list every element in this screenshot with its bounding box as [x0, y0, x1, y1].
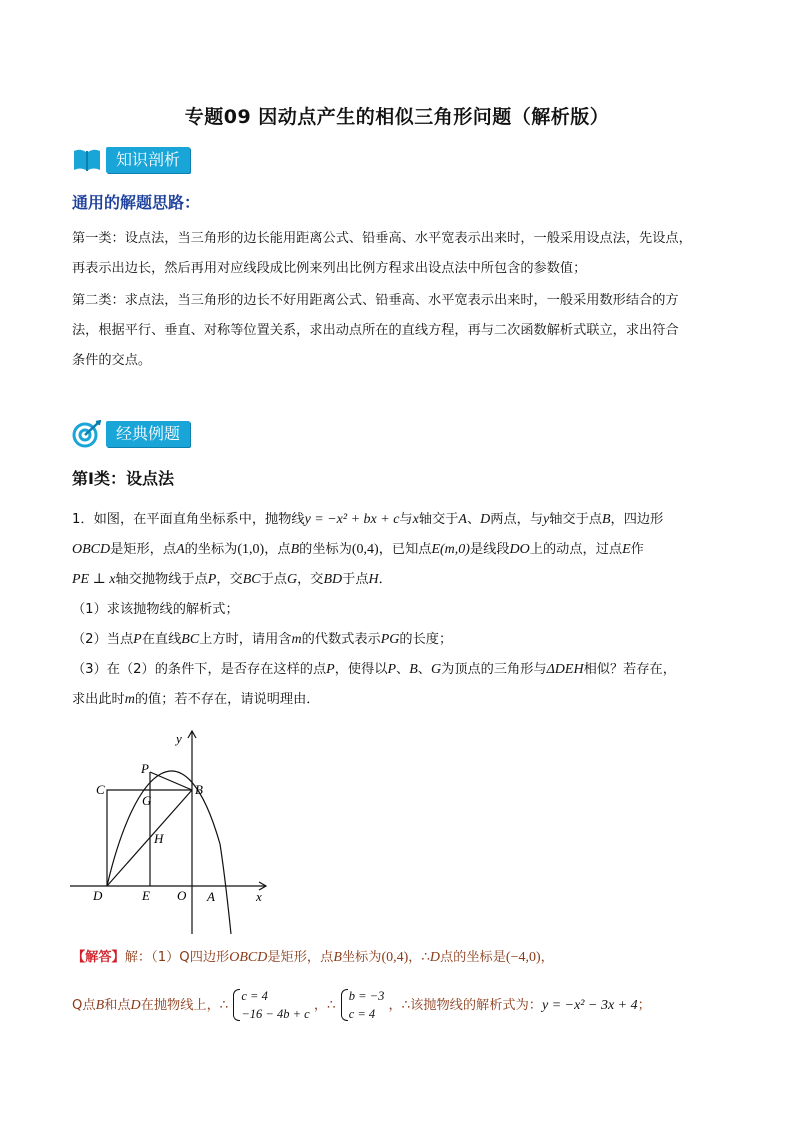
general-approach-heading: 通用的解题思路： — [72, 193, 201, 212]
open-book-icon — [72, 146, 102, 174]
segment-pb — [150, 772, 192, 790]
label-h: H — [154, 831, 164, 846]
page-title: 专题09 因动点产生的相似三角形问题（解析版） — [184, 106, 610, 128]
question-3-continued: 求出此时m的值；若不存在，请说明理由． — [72, 692, 320, 707]
label-o: O — [177, 888, 187, 903]
label-e: E — [142, 888, 150, 903]
method-2-line: 法，根据平行、垂直、对称等位置关系，求出动点所在的直线方程，再与二次函数解析式联立，求出符合 — [72, 323, 679, 338]
method-1-line: 再表示出边长，然后再用对应线段成比例来列出比例方程求出设点法中所包含的参数值； — [72, 261, 587, 276]
parabola-curve — [107, 771, 220, 886]
label-y: y — [176, 731, 182, 746]
label-x: x — [256, 889, 262, 904]
question-1: （1）求该抛物线的解析式； — [72, 602, 239, 617]
target-icon — [72, 420, 102, 448]
solution-line-1: 【解答】解：（1）Q四边形OBCD是矩形，点B坐标为(0,4)，∴D点的坐标是(−4,0)， — [72, 950, 554, 965]
method-2-line: 条件的交点。 — [72, 353, 152, 368]
examples-banner — [72, 420, 190, 448]
examples-banner-label: 经典例题 — [106, 421, 190, 447]
parabola-curve-tail — [220, 844, 231, 934]
parabola-figure — [65, 726, 275, 938]
method-2-paragraph — [72, 286, 728, 376]
label-a: A — [207, 889, 215, 904]
method-2-line: 第二类：求点法，当三角形的边长不好用距离公式、铅垂高、水平宽表示出来时，一般采用数形结合的方 — [72, 293, 679, 308]
label-p: P — [141, 761, 149, 776]
section-heading: 第Ⅰ类：设点法 — [72, 469, 174, 488]
knowledge-banner-label: 知识剖析 — [106, 147, 190, 173]
problem-line-2: OBCD是矩形，点A的坐标为(1,0)，点B的坐标为(0,4)，已知点E(m,0)是线段DO上的动点，过点E作 — [72, 542, 644, 557]
problem-line-1: 1．如图，在平面直角坐标系中，抛物线y = −x² + bx + c与x轴交于A、D两点，与y轴交于点B，四边形 — [72, 512, 664, 527]
label-c: C — [96, 782, 105, 797]
method-1-paragraph — [72, 224, 728, 284]
equation-system-2: b = −3 c = 4 — [340, 987, 385, 1023]
label-b: B — [195, 782, 203, 797]
label-g: G — [142, 793, 152, 808]
method-1-line: 第一类：设点法，当三角形的边长能用距离公式、铅垂高、水平宽表示出来时，一般采用设点法，先设点， — [72, 231, 692, 246]
question-2: （2）当点P在直线BC上方时，请用含m的代数式表示PG的长度； — [72, 632, 453, 647]
knowledge-banner — [72, 146, 190, 174]
problem-line-3: PE ⊥ x轴交抛物线于点P，交BC于点G，交BD于点H． — [72, 572, 392, 587]
problem-statement — [72, 505, 732, 715]
equation-system-1: c = 4 −16 − 4b + c — [232, 987, 309, 1023]
solution-label: 【解答】 — [72, 950, 125, 965]
question-3: （3）在（2）的条件下，是否存在这样的点P，使得以P、B、G为顶点的三角形与ΔDEH相似？若存在， — [72, 662, 676, 677]
solution-line-2: Q点B和点D在抛物线上，∴ c = 4 −16 − 4b + c ，∴ b = −3 c = 4 ，∴该抛物线的解析式为：y = −x² − 3x + 4； — [72, 989, 651, 1021]
label-d: D — [93, 888, 103, 903]
